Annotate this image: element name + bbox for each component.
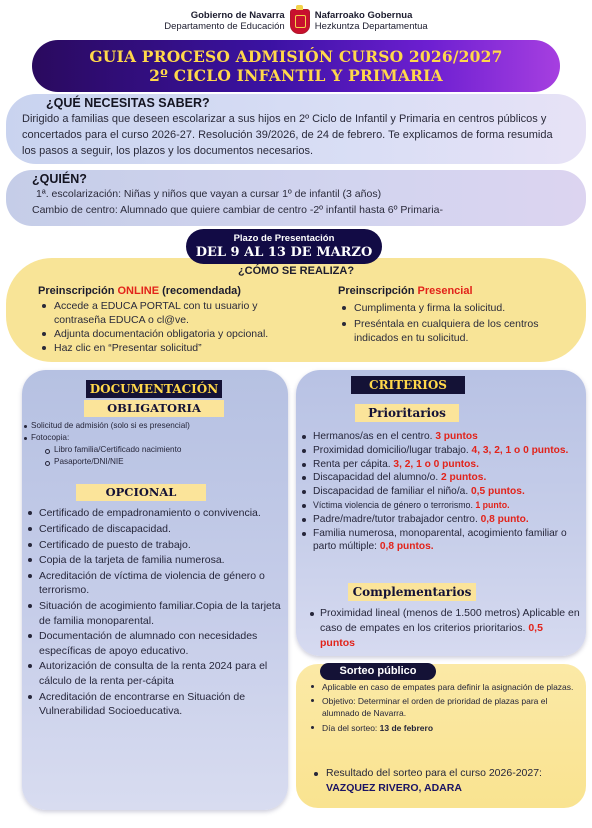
sorteo-winner: VAZQUEZ RIVERO, ADARA (326, 782, 462, 794)
list-item: Aplicable en caso de empates para definir la asignación de plazas. (302, 681, 578, 693)
list-item: Certificado de puesto de trabajo. (24, 538, 286, 552)
gov-es-line2: Departamento de Educación (164, 21, 285, 32)
quien-line2: Cambio de centro: Alumnado que quiere cambiar de centro -2º infantil hasta 6º Primaria- (32, 204, 443, 216)
list-item: Cumplimenta y firma la solicitud. (338, 301, 578, 315)
list-item: Documentación de alumnado con necesidades específicas de apoyo educativo. (24, 629, 286, 658)
list-item: Certificado de empadronamiento o convivencia. (24, 506, 286, 520)
list-item: Familia numerosa, monoparental, acogimiento familiar o parto múltiple: 0,8 puntos. (298, 527, 582, 555)
title-line1: GUIA PROCESO ADMISIÓN CURSO 2026/2027 (89, 47, 503, 66)
list-item: Víctima violencia de género o terrorismo. 1 punto. (298, 499, 582, 513)
online-column (38, 285, 308, 355)
obligatoria-title: OBLIGATORIA (84, 400, 224, 417)
plazo-presentacion-badge (186, 229, 382, 264)
quien-heading: ¿QUIÉN? (32, 172, 87, 186)
list-item: Acreditación de víctima de violencia de género o terrorismo. (24, 569, 286, 598)
section-que-necesitas-saber (6, 94, 586, 164)
section-quien (6, 170, 586, 226)
list-item: Acreditación de encontrarse en Situación de Vulnerabilidad Socioeducativa. (24, 690, 286, 719)
list-item: Libro familia/Certificado nacimiento (22, 444, 288, 456)
title-banner (32, 40, 560, 92)
prioritarios-list (298, 430, 582, 554)
criterios-title: CRITERIOS (351, 376, 465, 394)
list-item: Pasaporte/DNI/NIE (22, 456, 288, 468)
section-como-se-realiza (6, 258, 586, 362)
online-steps (38, 299, 308, 355)
navarra-seal-icon (290, 9, 310, 34)
como-heading: ¿CÓMO SE REALIZA? (237, 265, 355, 277)
list-item: Accede a EDUCA PORTAL con tu usuario y contraseña EDUCA o cl@ve. (38, 299, 308, 327)
list-item: Copia de la tarjeta de familia numerosa. (24, 553, 286, 567)
presencial-column (338, 285, 578, 347)
section-criterios (296, 370, 586, 656)
complementarios-list (306, 606, 580, 651)
presencial-title: Preinscripción Presencial (338, 285, 473, 297)
section-sorteo (296, 664, 586, 808)
list-item: Certificado de discapacidad. (24, 522, 286, 536)
list-item: Situación de acogimiento familiar.Copia de la tarjeta de familia monoparental. (24, 599, 286, 628)
list-item: Padre/madre/tutor trabajador centro. 0,8 punto. (298, 513, 582, 527)
complementarios-title: Complementarios (348, 583, 476, 601)
list-item: Hermanos/as en el centro. 3 puntos (298, 430, 582, 444)
title-line2: 2º CICLO INFANTIL Y PRIMARIA (149, 66, 443, 85)
list-item: Discapacidad del alumno/o. 2 puntos. (298, 471, 582, 485)
list-item: Autorización de consulta de la renta 2024 para el cálculo de la renta per-cápita (24, 659, 286, 688)
list-item: Objetivo: Determinar el orden de prioridad de plazas para el alumnado de Navarra. (302, 695, 578, 719)
list-item: Renta per cápita. 3, 2, 1 o 0 puntos. (298, 458, 582, 472)
section-documentacion (22, 370, 288, 810)
obligatoria-list (22, 420, 288, 468)
list-item: Discapacidad de familiar el niño/a. 0,5 puntos. (298, 485, 582, 499)
list-item: Fotocopia: (22, 432, 288, 444)
gov-eu-line2: Hezkuntza Departamentua (314, 21, 428, 32)
presencial-steps (338, 301, 578, 345)
sorteo-title: Sorteo público (320, 663, 436, 680)
plazo-dates: DEL 9 AL 13 DE MARZO (195, 244, 373, 260)
gov-eu-line1: Nafarroako Gobernua (314, 10, 413, 21)
list-item: Haz clic en “Presentar solicitud” (38, 341, 308, 355)
saber-body: Dirigido a familias que deseen escolarizar a sus hijos en 2º Ciclo de Infantil y Primaria en centros públicos y concertados para el curso 2026-27. Resolución 39/2026, de 24 de febrero. Te explicamos de forma resumida los pasos a seguir, los plazos y los documentos necesarios. (22, 113, 553, 157)
government-logo (0, 4, 592, 38)
gov-spanish-name (164, 10, 284, 32)
list-item: Preséntala en cualquiera de los centros indicados en tu solicitud. (338, 317, 578, 345)
list-item: Proximidad lineal (menos de 1.500 metros) Aplicable en caso de empates en los criterios prioritarios. 0,5 puntos (306, 606, 580, 651)
prioritarios-title: Prioritarios (355, 404, 459, 422)
quien-line1: 1ª. escolarización: Niñas y niños que vayan a cursar 1º de infantil (3 años) (36, 188, 382, 200)
list-item: Solicitud de admisión (solo si es presencial) (22, 420, 288, 432)
saber-heading: ¿QUÉ NECESITAS SABER? (46, 96, 210, 110)
sorteo-list (302, 681, 578, 736)
sorteo-resultado (308, 766, 578, 796)
list-item: Proximidad domicilio/lugar trabajo. 4, 3, 2, 1 o 0 puntos. (298, 444, 582, 458)
documentacion-title: DOCUMENTACIÓN (86, 380, 222, 398)
plazo-label: Plazo de Presentación (233, 232, 335, 244)
list-item: Resultado del sorteo para el curso 2026-2027: VAZQUEZ RIVERO, ADARA (308, 766, 578, 796)
online-title: Preinscripción ONLINE (recomendada) (38, 285, 241, 297)
gov-es-line1: Gobierno de Navarra (190, 10, 285, 21)
gov-basque-name (315, 10, 428, 32)
opcional-list (24, 506, 286, 720)
list-item: Adjunta documentación obligatoria y opcional. (38, 327, 308, 341)
list-item: Día del sorteo: 13 de febrero (302, 722, 578, 734)
opcional-title: OPCIONAL (76, 484, 206, 501)
